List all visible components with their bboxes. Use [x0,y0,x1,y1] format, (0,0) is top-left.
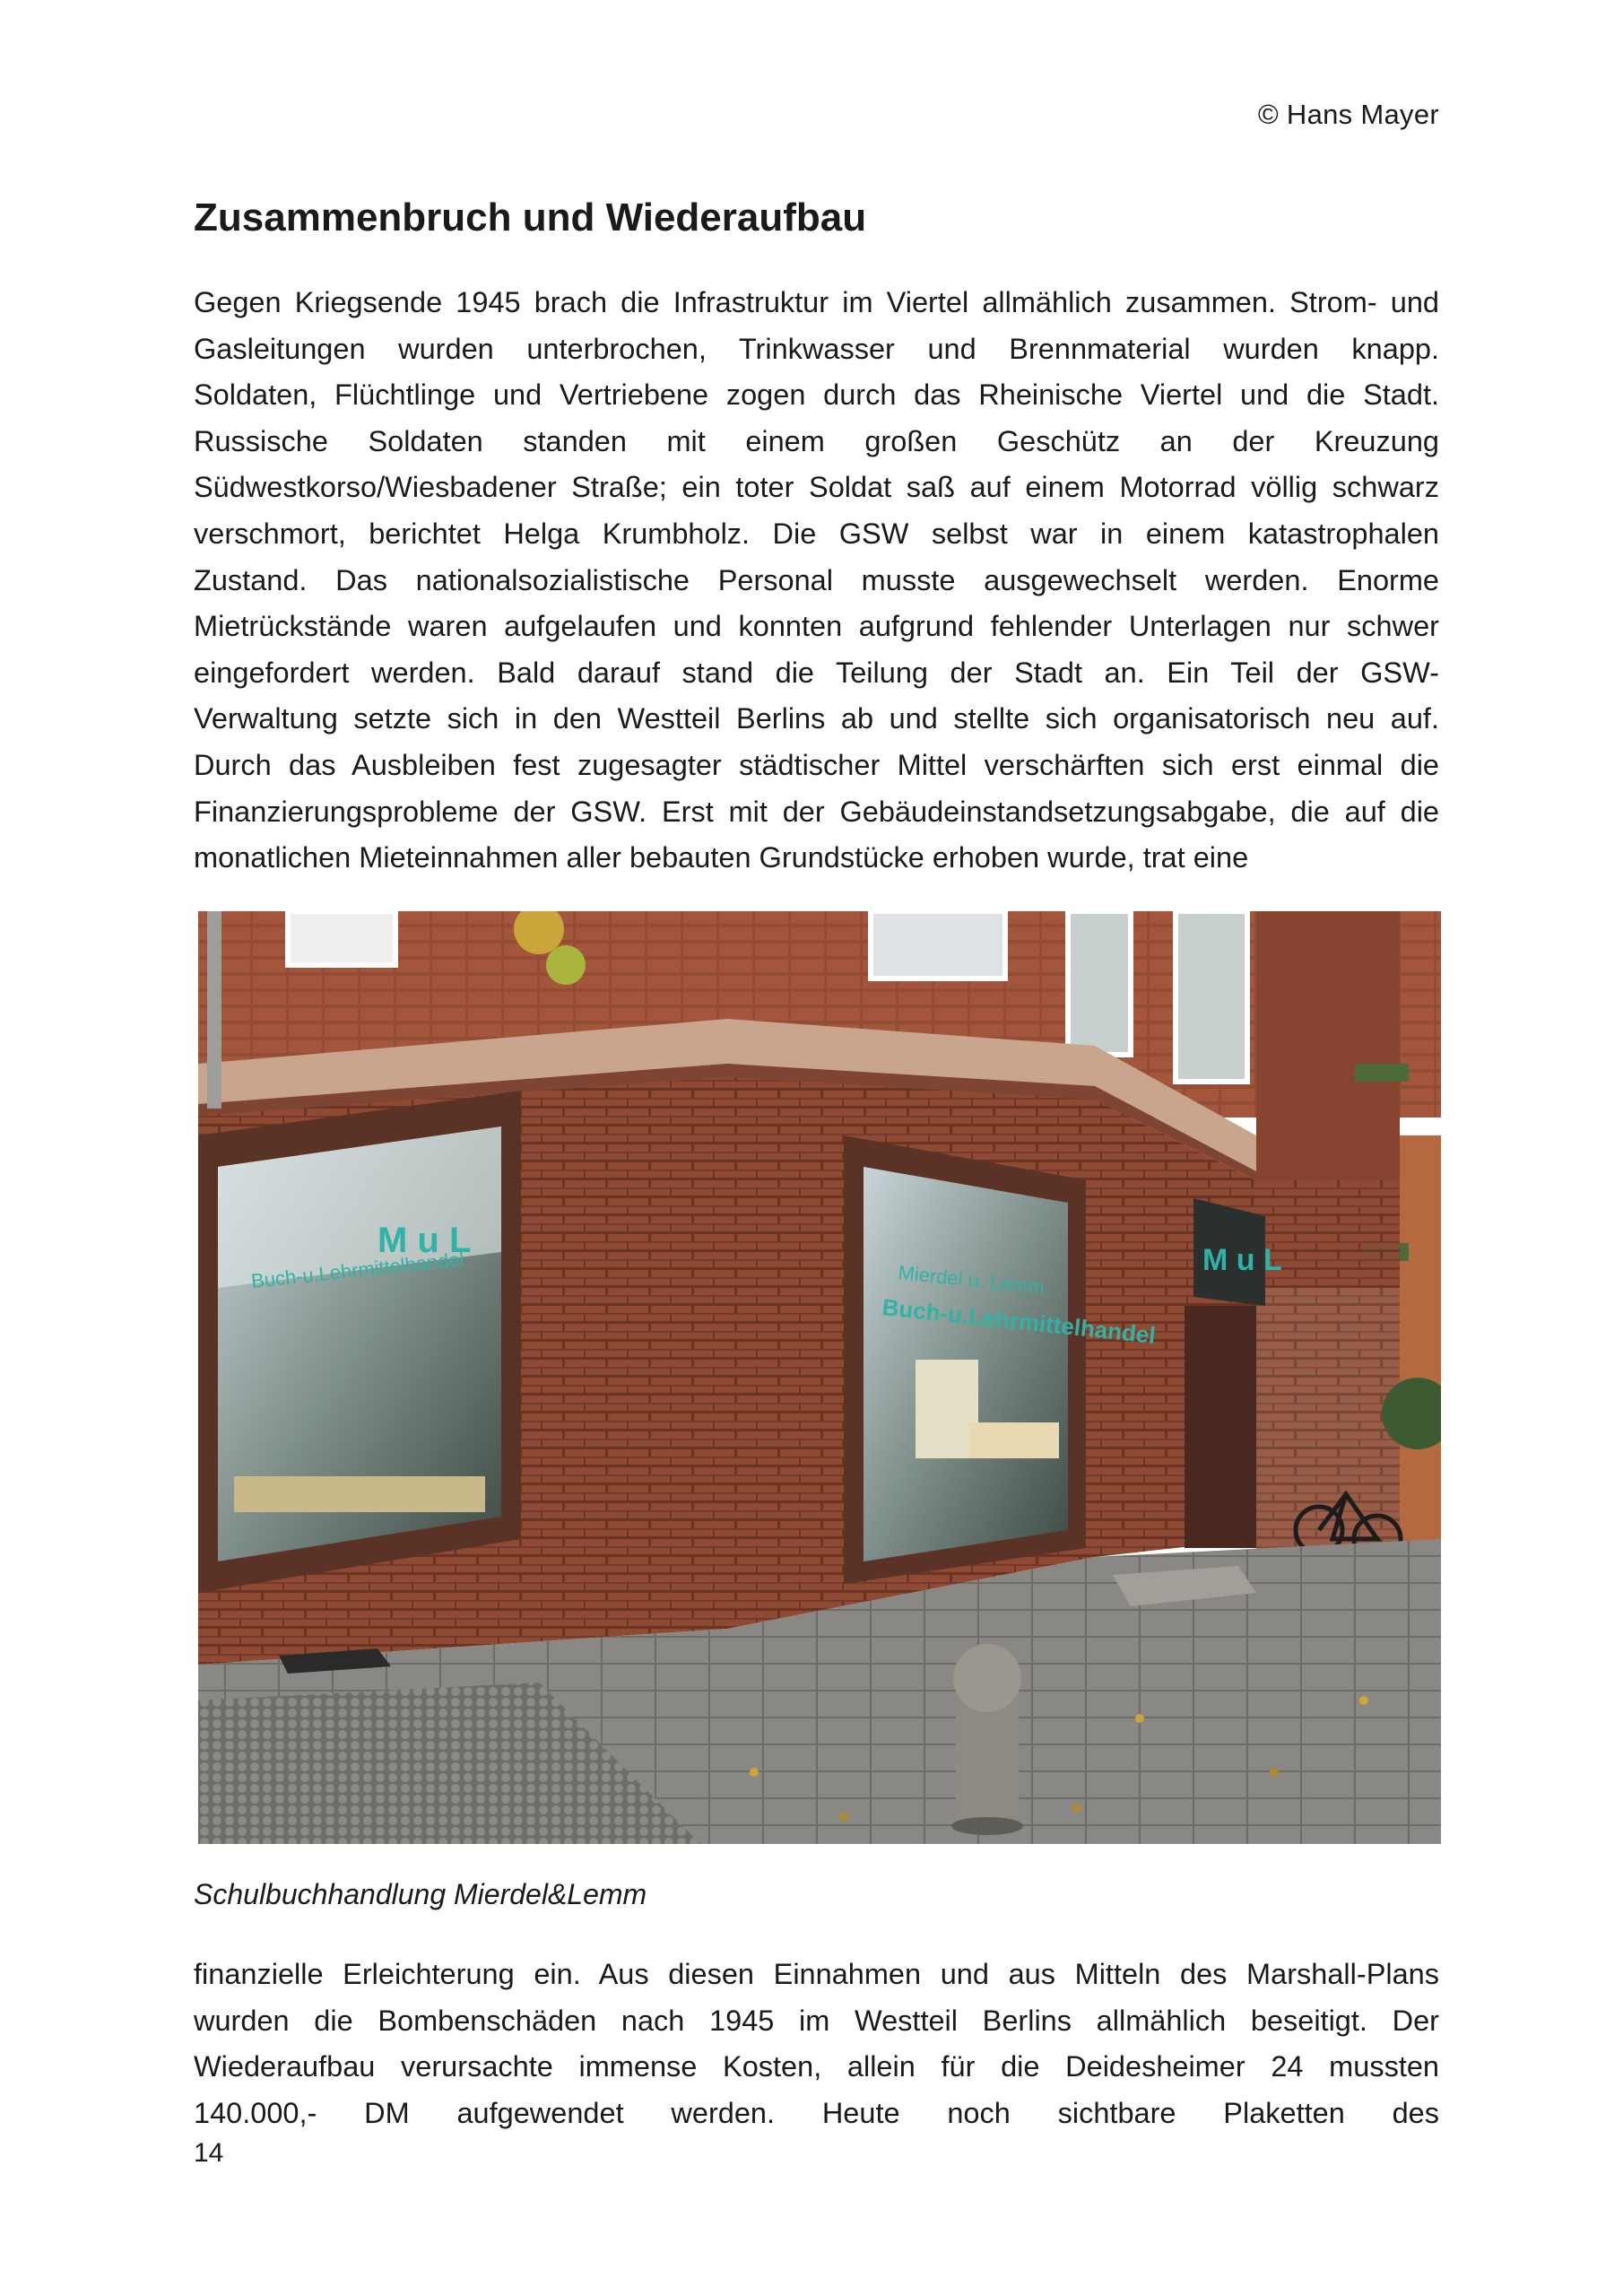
paragraph-line: verschmort, berichtet Helga Krumbholz. Die GSW selbst war in einem katastrophalen [194,517,1439,550]
shop-name-right-line1: Mierdel u. Lemm [897,1261,1046,1300]
paragraph-line: 140.000,- DM aufgewendet werden. Heute noch sichtbare Plaketten des [194,2096,1439,2129]
paragraph-line: Russische Soldaten standen mit einem großen Geschütz an der Kreuzung [194,424,1439,457]
paragraph-line: Soldaten, Flüchtlinge und Vertriebene zogen durch das Rheinische Viertel und die Stadt. [194,378,1439,412]
paragraph-line: Finanzierungsprobleme der GSW. Erst mit der Gebäudeinstandsetzungsabgabe, die auf die [194,795,1439,828]
photo-caption: Schulbuchhandlung Mierdel&Lemm [194,1878,647,1910]
page-number: 14 [194,2138,224,2168]
shop-sign-left: M u L [378,1221,472,1260]
copyright-notice: © Hans Mayer [1257,99,1439,130]
paragraph-line: monatlichen Mieteinnahmen aller bebauten Grundstücke erhoben wurde, trat eine [194,841,1249,874]
shop-name-right-line2: Buch-u.Lehrmittelhandel [881,1293,1158,1349]
paragraph-line: Mietrückstände waren aufgelaufen und konnten aufgrund fehlender Unterlagen nur schwer [194,610,1439,643]
body-paragraph-1 [194,280,1439,882]
paragraph-line: finanzielle Erleichterung ein. Aus diesen Einnahmen und aus Mitteln des Marshall-Plans [194,1958,1439,1990]
paragraph-line: eingefordert werden. Bald darauf stand die Teilung der Stadt an. Ein Teil der GSW- [194,656,1439,689]
paragraph-line: Durch das Ausbleiben fest zugesagter städtischer Mittel verschärften sich erst einmal die [194,748,1439,781]
shop-name-left: Buch-u.Lehrmittelhandel [249,1248,465,1292]
paragraph-line: Gegen Kriegsende 1945 brach die Infrastruktur im Viertel allmählich zusammen. Strom- und [194,286,1439,318]
paragraph-line: Zustand. Das nationalsozialistische Personal musste ausgewechselt werden. Enorme [194,563,1439,596]
paragraph-line: Südwestkorso/Wiesbadener Straße; ein toter Soldat saß auf einem Motorrad völlig schwarz [194,471,1439,504]
paragraph-line: Verwaltung setzte sich in den Westteil Berlins ab und stellte sich organisatorisch neu auf. [194,702,1439,735]
paragraph-line: Wiederaufbau verursachte immense Kosten, allein für die Deidesheimer 24 mussten [194,2050,1439,2083]
paragraph-line: Gasleitungen wurden unterbrochen, Trinkwasser und Brennmaterial wurden knapp. [194,332,1439,365]
body-paragraph-2 [194,1952,1439,2136]
section-heading: Zusammenbruch und Wiederaufbau [194,196,867,239]
paragraph-line: wurden die Bombenschäden nach 1945 im Westteil Berlins allmählich beseitigt. Der [194,2004,1439,2037]
bookshop-photo [198,911,1441,1844]
door-sign: M u L [1202,1243,1282,1277]
